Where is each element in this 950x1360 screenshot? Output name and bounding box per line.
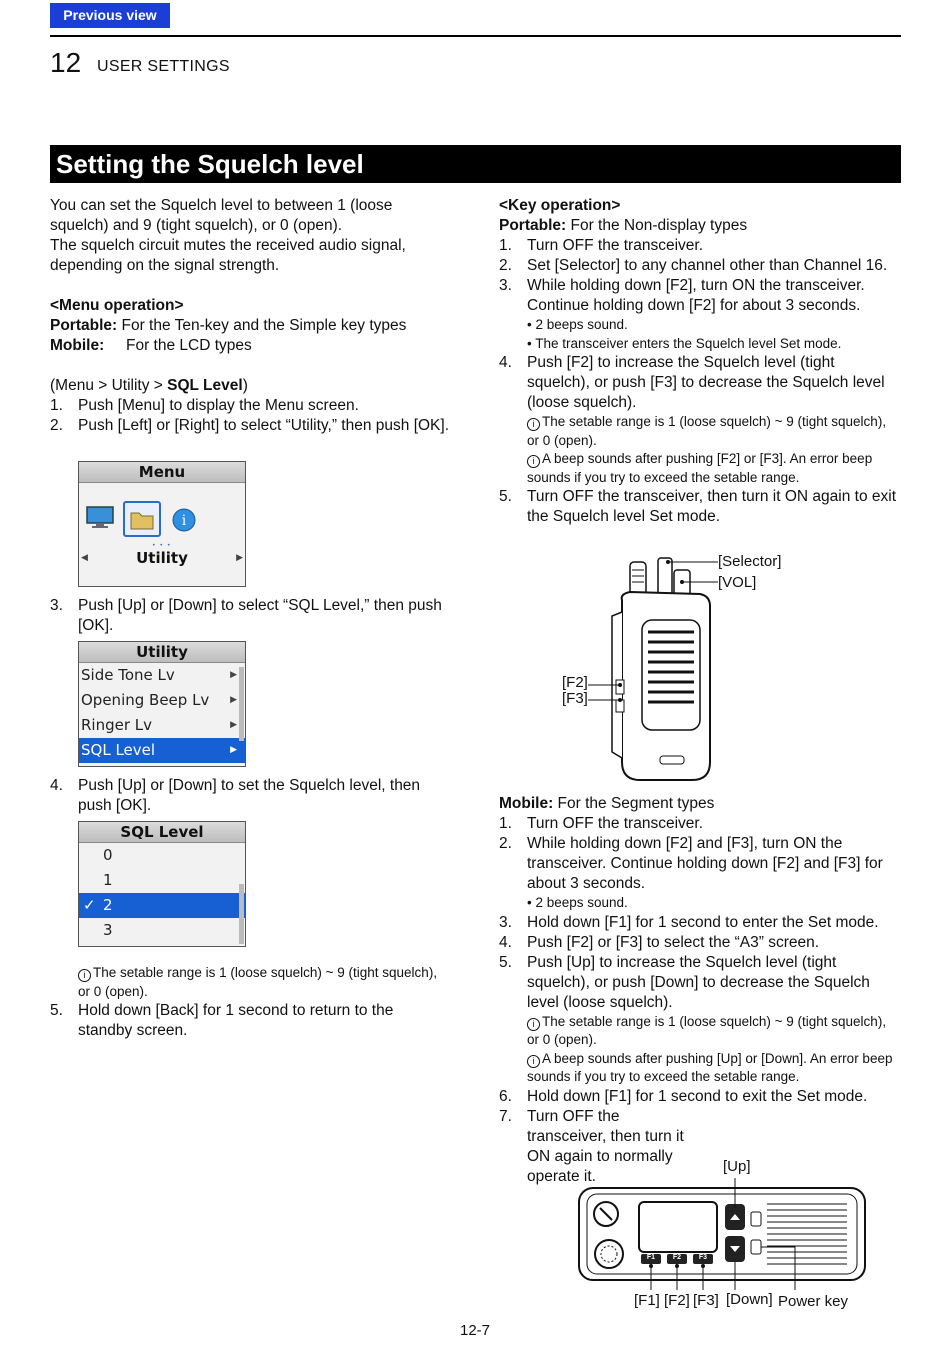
f1-button[interactable]: F1 — [646, 1254, 656, 1261]
check-icon: ✓ — [83, 896, 96, 914]
f3-label-mobile: [F3] — [693, 1292, 719, 1309]
mobile-label: Mobile: — [50, 337, 105, 354]
key-portable-line: Portable: For the Non-display types — [499, 217, 748, 234]
menu-operation-title: <Menu operation> — [50, 297, 184, 314]
mobile-step-7: 7. Turn OFF the transceiver, then turn it ON again to normally operate it. — [499, 1107, 684, 1185]
info-note-icon: i — [527, 1018, 540, 1031]
vol-label: [VOL] — [718, 574, 757, 591]
monitor-icon — [85, 504, 115, 534]
mobile-step-3: 3. Hold down [F1] for 1 second to enter the Set mode. — [499, 913, 879, 931]
portable-step-3-sub-1: • 2 beeps sound. — [527, 317, 628, 332]
portable-radio-illustration — [560, 552, 800, 787]
info-icon — [171, 507, 197, 537]
portable-note-1: i The setable range is 1 (loose squelch) ~ 9 (tight squelch), or 0 (open). — [527, 414, 887, 448]
list-item: 1 — [103, 871, 113, 889]
portable-label: Portable: — [50, 317, 118, 334]
scrollbar — [239, 667, 244, 741]
left-step-4-block — [50, 776, 450, 816]
mobile-text: For the LCD types — [126, 337, 252, 354]
mobile-step-6: 6. Hold down [F1] for 1 second to exit the Set mode. — [499, 1087, 868, 1105]
utility-screen — [78, 641, 246, 767]
portable-step-1: 1. Turn OFF the transceiver. — [499, 237, 704, 254]
f2-label: [F2] — [562, 674, 588, 691]
f2-label-mobile: [F2] — [664, 1292, 690, 1309]
portable-step-5: 5. Turn OFF the transceiver, then turn it ON again to exit the Squelch level Set mode. — [499, 488, 897, 525]
list-item-selected: ✓ 2 — [79, 893, 245, 918]
menu-screen — [78, 461, 246, 587]
f1-label: [F1] — [634, 1292, 660, 1309]
mobile-step-1: 1. Turn OFF the transceiver. — [499, 815, 704, 832]
right-arrow-icon: ▶ — [236, 553, 243, 563]
f2-button[interactable]: F2 — [672, 1254, 682, 1261]
list-item: Ringer Lv ▶ — [81, 716, 237, 734]
right-column-portable — [499, 196, 901, 527]
left-step-3: 3. Push [Up] or [Down] to select “SQL Level,” then push [OK]. — [50, 597, 442, 634]
menu-portable-line — [50, 316, 450, 336]
power-key-label: Power key — [778, 1293, 849, 1310]
chapter-title: USER SETTINGS — [97, 58, 230, 75]
down-label: [Down] — [726, 1291, 773, 1308]
menu-selected-label: Utility — [136, 549, 188, 567]
f3-button[interactable]: F3 — [698, 1254, 708, 1261]
list-item-selected: SQL Level ▶ — [79, 738, 245, 763]
list-item: 0 — [103, 846, 113, 864]
utility-screen-title: Utility — [79, 642, 245, 663]
svg-text:i: i — [181, 513, 187, 529]
intro-paragraph-2: The squelch circuit mutes the received audio signal, depending on the signal strength. — [50, 237, 406, 274]
intro-paragraph-1: You can set the Squelch level to between 1 (loose squelch) and 9 (tight squelch), or 0 (open). — [50, 197, 393, 234]
left-step-4: 4. Push [Up] or [Down] to set the Squelch level, then push [OK]. — [50, 777, 421, 814]
menu-path: (Menu > Utility > SQL Level) — [50, 377, 248, 394]
up-label: [Up] — [723, 1158, 751, 1175]
previous-view-button[interactable]: Previous view — [50, 3, 170, 28]
left-column-intro — [50, 196, 450, 436]
mobile-step-2-sub: • 2 beeps sound. — [527, 895, 628, 910]
info-note-icon: i — [527, 455, 540, 468]
header-rule — [50, 35, 901, 37]
page-dots: • • • — [152, 542, 172, 549]
scrollbar — [239, 884, 244, 944]
key-operation-title: <Key operation> — [499, 197, 621, 214]
sql-level-screen — [78, 821, 246, 947]
mobile-radio-illustration — [575, 1178, 870, 1293]
mobile-note-1: i The setable range is 1 (loose squelch) ~ 9 (tight squelch), or 0 (open). — [527, 1013, 887, 1047]
info-note-icon: i — [527, 418, 540, 431]
left-arrow-icon: ◀ — [81, 553, 88, 563]
list-item: Opening Beep Lv ▶ — [81, 691, 237, 709]
utility-icon — [123, 501, 161, 537]
page-number: 12-7 — [459, 1322, 491, 1339]
left-step-5: 5. Hold down [Back] for 1 second to return to the standby screen. — [50, 1002, 394, 1039]
left-step-1: 1. Push [Menu] to display the Menu screen. — [50, 397, 359, 414]
left-step-3-block — [50, 596, 450, 636]
f3-label: [F3] — [562, 690, 588, 707]
info-note-icon: i — [527, 1055, 540, 1068]
portable-note-2: i A beep sounds after pushing [F2] or [F3]. An error beep sounds if you try to exceed the setable range. — [527, 451, 873, 485]
list-item: Side Tone Lv ▶ — [81, 666, 237, 684]
right-column-mobile — [499, 794, 901, 1187]
sql-screen-title: SQL Level — [79, 822, 245, 843]
menu-mobile-line — [50, 336, 450, 356]
list-item: 3 — [103, 921, 113, 939]
key-mobile-line: Mobile: For the Segment types — [499, 795, 715, 812]
chapter-number: 12 — [50, 47, 82, 78]
mobile-step-5: 5. Push [Up] to increase the Squelch level (tight squelch), or push [Down] to decrease the Squelch level (loose squelch). — [499, 953, 870, 1011]
portable-text: For the Ten-key and the Simple key types — [117, 317, 407, 334]
portable-step-3: 3. While holding down [F2], turn ON the transceiver. Continue holding down [F2] for about 3 seconds. — [499, 277, 865, 314]
left-step-2: 2. Push [Left] or [Right] to select “Utility,” then push [OK]. — [50, 417, 450, 434]
info-note-icon: i — [78, 969, 91, 982]
selector-label: [Selector] — [718, 553, 782, 570]
left-notes-block — [50, 964, 450, 1041]
portable-step-4: 4. Push [F2] to increase the Squelch level (tight squelch), or push [F3] to decrease the Squelch level (loose squelch). — [499, 354, 885, 411]
portable-step-2: 2. Set [Selector] to any channel other than Channel 16. — [499, 257, 888, 274]
portable-step-3-sub-2: • The transceiver enters the Squelch level Set mode. — [527, 335, 842, 351]
mobile-step-2: 2. While holding down [F2] and [F3], turn ON the transceiver. Continue holding down [F2] and [F3] for about 3 seconds. — [499, 835, 883, 892]
section-title: Setting the Squelch level — [50, 145, 901, 183]
mobile-step-4: 4. Push [F2] or [F3] to select the “A3” screen. — [499, 933, 820, 951]
menu-screen-title: Menu — [79, 462, 245, 483]
range-note: i The setable range is 1 (loose squelch) ~ 9 (tight squelch), or 0 (open). — [78, 965, 438, 999]
mobile-note-2: i A beep sounds after pushing [Up] or [Down]. An error beep sounds if you try to exceed the setable range. — [527, 1050, 893, 1084]
